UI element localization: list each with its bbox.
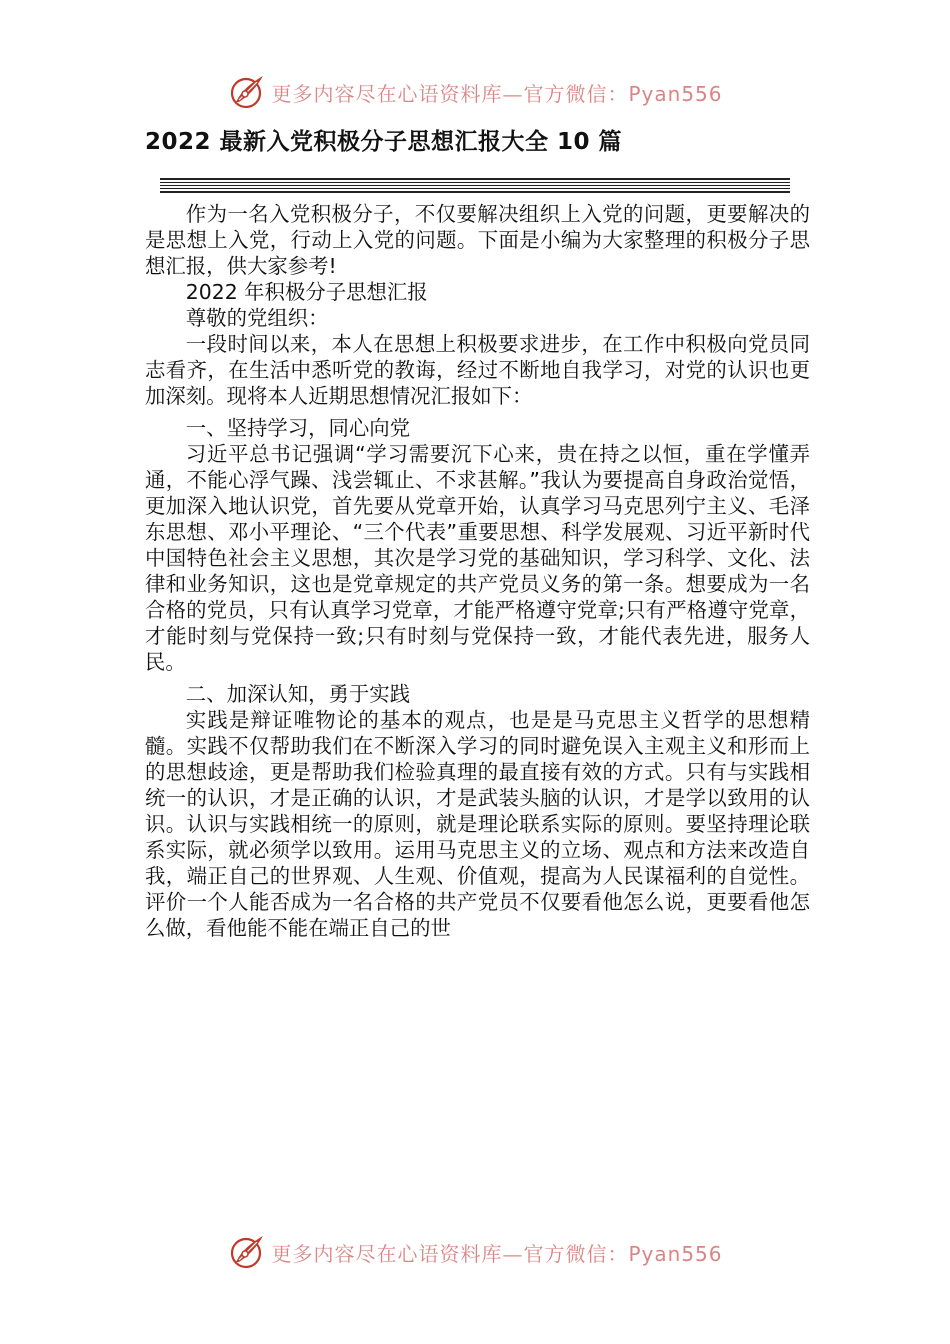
watermark-header (0, 70, 950, 114)
document-body (145, 201, 810, 941)
subtitle-line: 2022 年积极分子思想汇报 (185, 280, 428, 304)
section-1-paragraph: 习近平总书记强调“学习需要沉下心来，贵在持之以恒，重在学懂弄通，不能心浮气躁、浅尝辄止、不求甚解。”我认为要提高自身政治觉悟，更加深入地认识党，首先要从党章开始，认真学习马克思列宁主义、毛泽东思想、邓小平理论、“三个代表”重要思想、科学发展观、习近平新时代中国特色社会主义思想，其次是学习党的基础知识，学习科学、文化、法律和业务知识，这也是党章规定的共产党员义务的第一条。想要成为一名合格的党员，只有认真学习党章，才能严格遵守党章;只有严格遵守党章，才能时刻与党保持一致;只有时刻与党保持一致，才能代表先进，服务人民。 (145, 442, 810, 674)
intro-paragraph: 作为一名入党积极分子，不仅要解决组织上入党的问题，更要解决的是思想上入党，行动上入党的问题。下面是小编为大家整理的积极分子思想汇报，供大家参考! (145, 202, 810, 278)
watermark-wechat-id: Pyan556 (628, 81, 723, 106)
section-2-paragraph: 实践是辩证唯物论的基本的观点，也是是马克思主义哲学的思想精髓。实践不仅帮助我们在不断深入学习的同时避免误入主观主义和形而上的思想歧途，更是帮助我们检验真理的最直接有效的方式。只有与实践相统一的认识，才是正确的认识，才是武装头脑的认识，才是学以致用的认识。认识与实践相统一的原则，就是理论联系实际的原则。要坚持理论联系实际，就必须学以致用。运用马克思主义的立场、观点和方法来改造自我，端正自己的世界观、人生观、价值观，提高为人民谋福利的自觉性。评价一个人能否成为一名合格的共产党员不仅要看他怎么说，更要看他怎么做，看他能不能在端正自己的世 (145, 708, 810, 940)
watermark-wechat-id: Pyan556 (628, 1241, 723, 1266)
section-heading-1: 一、坚持学习，同心向党 (185, 416, 411, 440)
title-divider (160, 178, 790, 193)
watermark-footer (0, 1230, 950, 1274)
opening-paragraph: 一段时间以来，本人在思想上积极要求进步，在工作中积极向党员同志看齐，在生活中悉听党的教诲，经过不断地自我学习，对党的认识也更加深刻。现将本人近期思想情况汇报如下： (145, 332, 810, 408)
document-title: 2022 最新入党积极分子思想汇报大全 10 篇 (145, 129, 623, 155)
watermark-text: 更多内容尽在心语资料库—官方微信：Pyan556 (271, 81, 723, 106)
quill-logo-icon (227, 72, 267, 112)
watermark-text: 更多内容尽在心语资料库—官方微信：Pyan556 (271, 1241, 723, 1266)
section-heading-2: 二、加深认知，勇于实践 (185, 682, 411, 706)
quill-logo-icon (227, 1232, 267, 1272)
salutation: 尊敬的党组织： (185, 306, 329, 330)
